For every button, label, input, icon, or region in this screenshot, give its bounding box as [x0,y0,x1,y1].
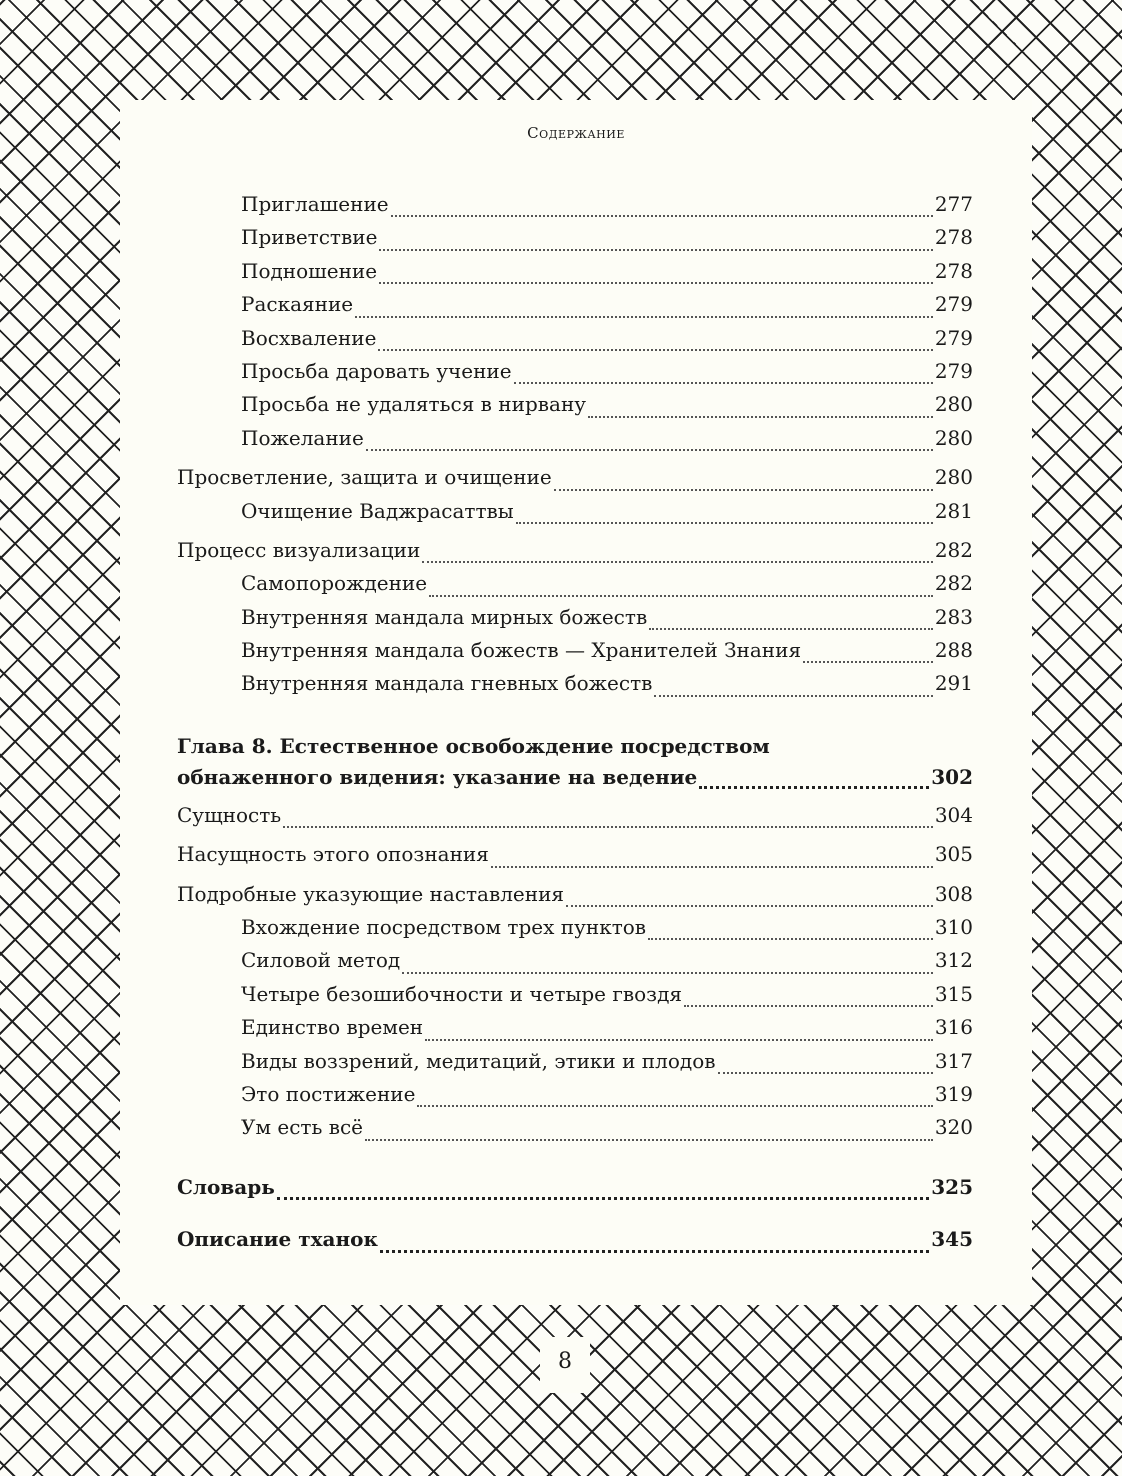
toc-entry-title: Виды воззрений, медитаций, этики и плодов [241,1048,716,1073]
toc-entry-title: Силовой метод [241,948,401,973]
toc-entry-title: Подношение [241,258,378,283]
chapter-title-line1: Глава 8. Естественное освобождение посредством [177,733,770,758]
toc-entry-title: Раскаяние [241,292,354,317]
toc-entry-page: 279 [934,292,973,317]
toc-entry[interactable] [177,322,973,355]
toc-entry[interactable] [177,355,973,388]
chapter-page: 302 [931,764,973,789]
dot-leader [378,349,932,351]
toc-entry-page: 304 [934,802,973,827]
dot-leader [554,489,933,491]
toc-entry[interactable] [177,634,973,667]
dot-leader [402,972,933,974]
page-number-box [540,1337,590,1393]
toc-entry-title: Вхождение посредством трех пунктов [241,915,647,940]
toc-entry-page: 279 [934,358,973,383]
toc-entry-title: Подробные указующие наставления [177,881,565,906]
toc-entry[interactable] [177,255,973,288]
toc-entry[interactable] [177,667,973,700]
toc-entry-page: 325 [931,1174,973,1199]
toc-entry-page: 280 [934,425,973,450]
toc-entry-title: Четыре безошибочности и четыре гвоздя [241,981,682,1006]
toc-entry-title: Словарь [177,1174,275,1199]
toc-entry[interactable] [177,1111,973,1144]
toc-entry-page: 317 [934,1048,973,1073]
toc-entry-title: Приветствие [241,225,378,250]
toc-entry-page: 308 [934,881,973,906]
toc-entry-page: 291 [934,671,973,696]
toc-entry-page: 280 [934,392,973,417]
toc-entry-page: 288 [934,638,973,663]
toc-entry-title: Очищение Ваджрасаттвы [241,498,514,523]
dot-leader [391,215,933,217]
toc-entry-page: 281 [934,498,973,523]
dot-leader [588,416,933,418]
toc-entry[interactable] [177,221,973,254]
dot-leader [417,1105,932,1107]
table-of-contents [177,188,973,1257]
toc-entry-page: 310 [934,915,973,940]
toc-entry-page: 315 [934,981,973,1006]
dot-leader [379,282,933,284]
toc-entry-title: Это постижение [241,1081,416,1106]
dot-leader [699,786,929,789]
dot-leader [648,938,933,940]
toc-entry[interactable] [177,944,973,977]
toc-entry-page: 319 [934,1081,973,1106]
toc-entry-page: 278 [934,258,973,283]
dot-leader [379,249,932,251]
dot-leader [380,1250,929,1253]
toc-entry[interactable] [177,601,973,634]
dot-leader [803,661,933,663]
dot-leader [283,826,933,828]
toc-entry-page: 277 [934,192,973,216]
toc-entry-page: 312 [934,948,973,973]
toc-entry[interactable] [177,1011,973,1044]
toc-entry-title: Процесс визуализации [177,537,421,562]
toc-entry-page: 280 [934,465,973,490]
running-header: Содержание [527,124,625,142]
toc-entry[interactable] [177,495,973,528]
toc-entry-title: Внутренняя мандала божеств — Хранителей Знания [241,638,802,663]
toc-entry[interactable] [177,911,973,944]
dot-leader [355,316,933,318]
toc-entry-page: 345 [931,1227,973,1252]
dot-leader [277,1197,929,1200]
toc-entry-page: 283 [934,604,973,629]
toc-backmatter-glossary[interactable] [177,1171,973,1204]
dot-leader [649,628,933,630]
dot-leader [516,522,933,524]
toc-entry[interactable] [177,567,973,600]
toc-entry-title: Приглашение [241,192,389,216]
chapter-heading-line1[interactable] [177,731,973,762]
dot-leader [491,866,933,868]
toc-entry-title: Пожелание [241,425,364,450]
toc-entry-page: 282 [934,571,973,596]
toc-entry-title: Восхваление [241,325,377,350]
toc-entry-page: 279 [934,325,973,350]
toc-entry-title: Внутренняя мандала гневных божеств [241,671,653,696]
dot-leader [422,561,932,563]
toc-entry[interactable] [177,534,973,567]
chapter-title-line2: обнаженного видения: указание на ведение [177,764,698,789]
toc-entry-page: 320 [934,1115,973,1140]
dot-leader [429,595,933,597]
dot-leader [654,695,932,697]
dot-leader [684,1005,933,1007]
toc-entry-title: Насущность этого опознания [177,842,489,867]
toc-entry[interactable] [177,838,973,871]
dot-leader [514,382,933,384]
toc-entry[interactable] [177,1045,973,1078]
toc-entry-title: Самопорождение [241,571,428,596]
chapter-heading[interactable] [177,762,973,793]
toc-entry-title: Ум есть всё [241,1115,364,1140]
dot-leader [566,905,933,907]
toc-entry-title: Единство времен [241,1015,424,1040]
page-number: 8 [558,1349,572,1374]
toc-entry-title: Сущность [177,802,282,827]
toc-entry-title: Просьба не удаляться в нирвану [241,392,587,417]
dot-leader [718,1072,933,1074]
toc-entry[interactable] [177,188,973,221]
page-panel [120,100,1032,1305]
toc-entry-title: Просьба даровать учение [241,358,512,383]
toc-entry-page: 278 [934,225,973,250]
dot-leader [425,1039,933,1041]
dot-leader [366,449,933,451]
toc-entry[interactable] [177,288,973,321]
toc-entry-page: 316 [934,1015,973,1040]
toc-entry[interactable] [177,799,973,832]
dot-leader [365,1139,933,1141]
toc-entry[interactable] [177,461,973,494]
toc-entry-page: 305 [934,842,973,867]
toc-entry[interactable] [177,422,973,455]
toc-backmatter-thangkas[interactable] [177,1223,973,1256]
toc-entry-title: Просветление, защита и очищение [177,465,552,490]
toc-entry[interactable] [177,978,973,1011]
toc-entry-title: Внутренняя мандала мирных божеств [241,604,648,629]
toc-entry-page: 282 [934,537,973,562]
toc-entry[interactable] [177,878,973,911]
toc-entry[interactable] [177,1078,973,1111]
toc-entry-title: Описание тханок [177,1227,378,1252]
toc-entry[interactable] [177,388,973,421]
